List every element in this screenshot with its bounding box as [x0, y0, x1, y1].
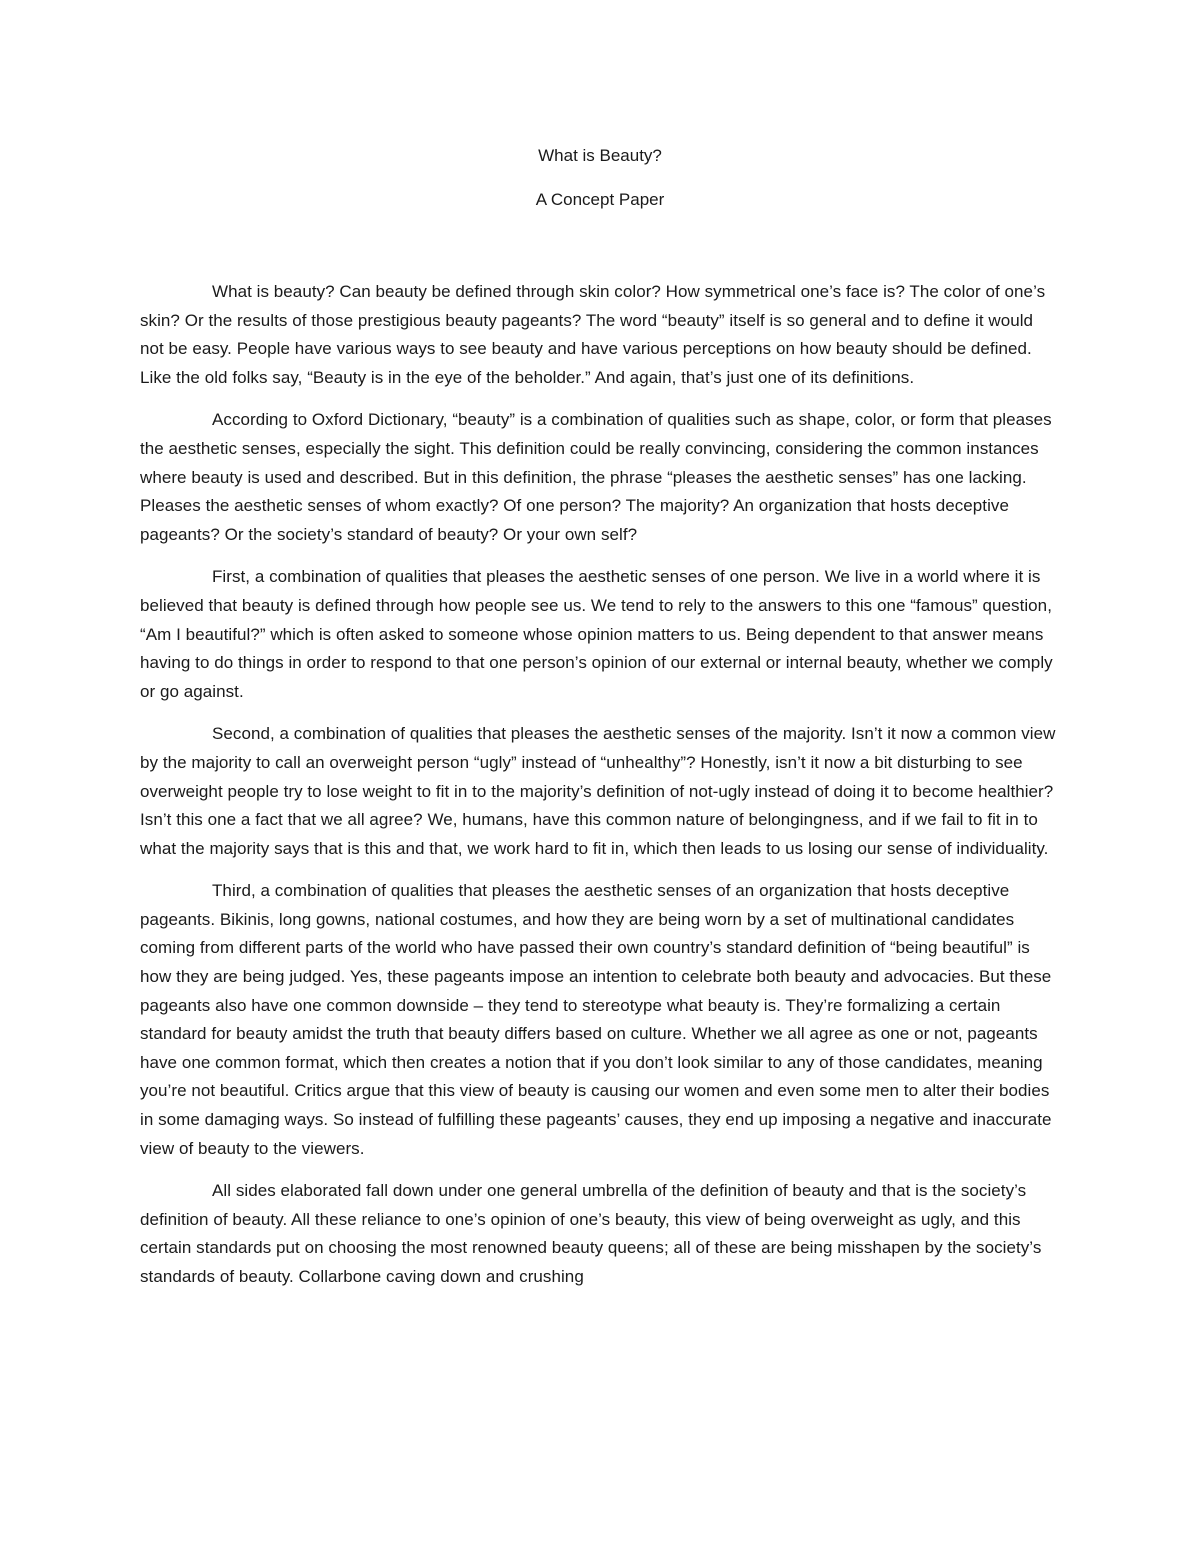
document-body: [140, 142, 1060, 1306]
document-title: What is Beauty?: [538, 146, 662, 165]
document-subtitle: A Concept Paper: [535, 190, 665, 209]
paragraph: Third, a combination of qualities that pleases the aesthetic senses of an organization that hosts deceptive pageants. Bikinis, long gowns, national costumes, and how they are being worn by a set of multinational candidates coming from different parts of the world who have passed their own country’s standard definition of “being beautiful” is how they are being judged. Yes, these pageants impose an intention to celebrate both beauty and advocacies. But these pageants also have one common downside – they tend to stereotype what beauty is. They’re formalizing a certain standard for beauty amidst the truth that beauty differs based on culture. Whether we all agree as one or not, pageants have one common format, which then creates a notion that if you don’t look similar to any of those candidates, meaning you’re not beautiful. Critics argue that this view of beauty is causing our women and even some men to alter their bodies in some damaging ways. So instead of fulfilling these pageants’ causes, they end up imposing a negative and inaccurate view of beauty to the viewers.: [140, 881, 1052, 1158]
paragraph: Second, a combination of qualities that pleases the aesthetic senses of the majority. Isn’t it now a common view by the majority to call an overweight person “ugly” instead of “unhealthy”? Honestly, isn’t it now a bit disturbing to see overweight people try to lose weight to fit in to the majority’s definition of not-ugly instead of doing it to become healthier? Isn’t this one a fact that we all agree? We, humans, have this common nature of belongingness, and if we fail to fit in to what the majority says that is this and that, we work hard to fit in, which then leads to us losing our sense of individuality.: [140, 724, 1056, 858]
paragraph: What is beauty? Can beauty be defined through skin color? How symmetrical one’s face is? The color of one’s skin? Or the results of those prestigious beauty pageants? The word “beauty” itself is so general and to define it would not be easy. People have various ways to see beauty and have various perceptions on how beauty should be defined. Like the old folks say, “Beauty is in the eye of the beholder.” And again, that’s just one of its definitions.: [140, 282, 1046, 387]
paragraph-list: [140, 278, 1060, 1292]
paragraph: According to Oxford Dictionary, “beauty” is a combination of qualities such as shape, color, or form that pleases the aesthetic senses, especially the sight. This definition could be really convincing, considering the common instances where beauty is used and described. But in this definition, the phrase “pleases the aesthetic senses” has one lacking. Pleases the aesthetic senses of whom exactly? Of one person? The majority? An organization that hosts deceptive pageants? Or the society’s standard of beauty? Or your own self?: [140, 410, 1052, 544]
paragraph: All sides elaborated fall down under one general umbrella of the definition of beauty and that is the society’s definition of beauty. All these reliance to one’s opinion of one’s beauty, this view of being overweight as ugly, and this certain standards put on choosing the most renowned beauty queens; all of these are being misshapen by the society’s standards of beauty. Collarbone caving down and crushing: [140, 1181, 1042, 1286]
paragraph: First, a combination of qualities that pleases the aesthetic senses of one person. We live in a world where it is believed that beauty is defined through how people see us. We tend to rely to the answers to this one “famous” question, “Am I beautiful?” which is often asked to someone whose opinion matters to us. Being dependent to that answer means having to do things in order to respond to that one person’s opinion of our external or internal beauty, whether we comply or go against.: [140, 567, 1053, 701]
